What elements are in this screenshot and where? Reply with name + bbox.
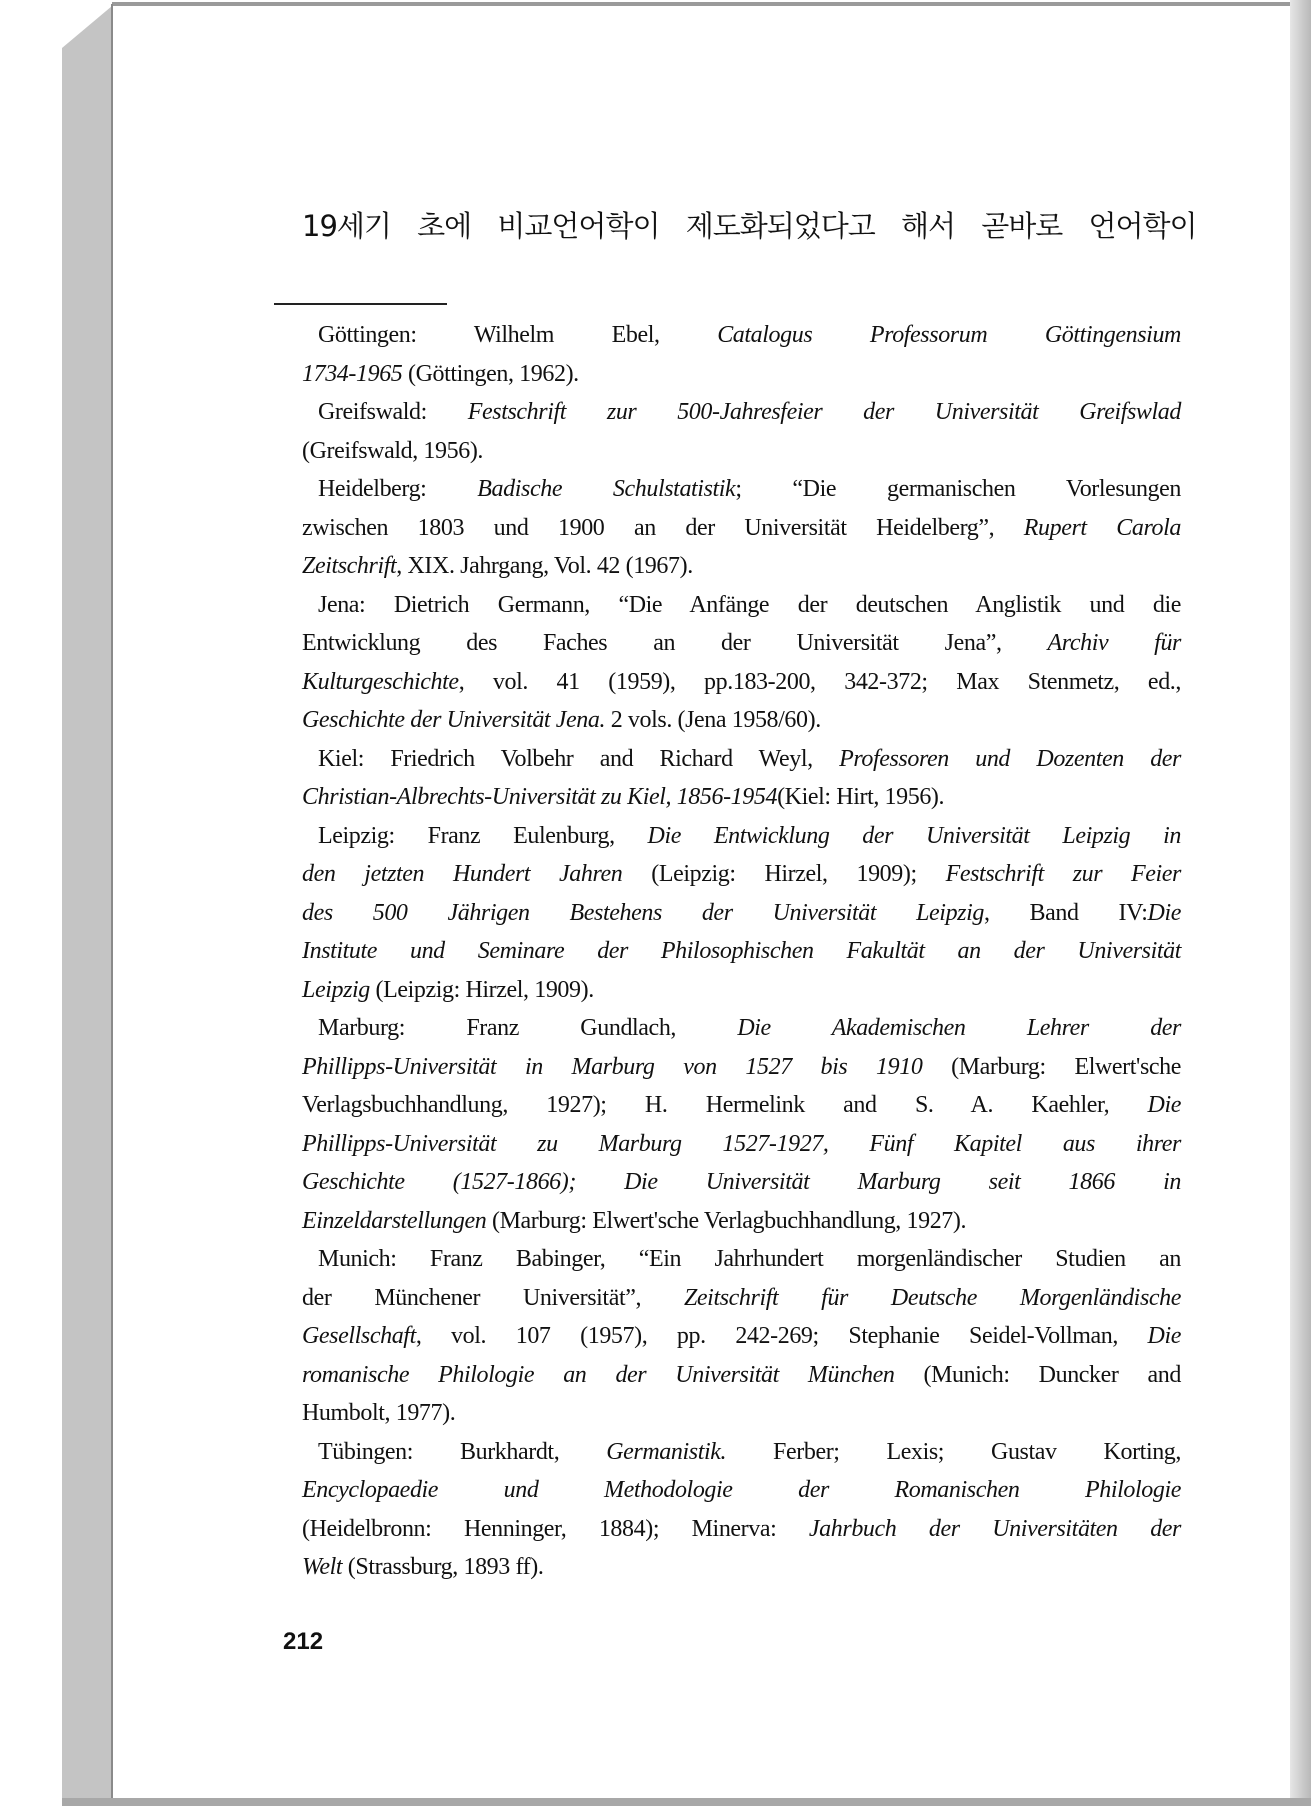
footnote-line	[302, 1356, 1181, 1395]
footnote-text: (Kiel: Hirt, 1956).	[777, 784, 945, 810]
footnote-line	[302, 1086, 1181, 1125]
footnote-text: zwischen 1803 und 1900 an der Universität Heidelberg”,	[302, 514, 1024, 541]
italic-title: Catalogus Professorum Göttingensium	[717, 322, 1181, 348]
footnote-text: Verlagsbuchhandlung, 1927); H. Hermelink and S. A. Kaehler,	[302, 1092, 1148, 1118]
italic-title: Festschrift zur 500-Jahresfeier der Universität Greifswlad	[467, 399, 1182, 425]
footnote-text: Ferber; Lexis; Gustav Korting,	[726, 1438, 1182, 1465]
italic-title: Encyclopaedie und Methodologie der Romanischen Philologie	[302, 1477, 1181, 1503]
italic-title: Geschichte der Universität Jena.	[302, 707, 606, 733]
italic-title: Festschrift zur Feier	[945, 861, 1181, 887]
italic-title: romanische Philologie an der Universität München	[302, 1361, 895, 1388]
italic-title: Die Akademischen Lehrer der	[737, 1015, 1181, 1041]
footnote-line	[302, 1125, 1181, 1164]
italic-title: Gesellschaft	[302, 1323, 416, 1349]
footnote-text: 2 vols. (Jena 1958/60).	[605, 707, 821, 733]
footnotes	[302, 316, 1181, 1587]
footnote-line	[302, 509, 1181, 548]
page-number: 212	[283, 1628, 324, 1655]
footnote-line	[302, 1009, 1181, 1048]
footnote-line	[302, 432, 1181, 471]
italic-title: Die Entwicklung der Universität Leipzig in	[647, 822, 1181, 849]
footnote-line	[302, 1394, 1181, 1433]
italic-title: Badische Schulstatistik	[477, 476, 736, 502]
italic-title: Leipzig	[302, 976, 370, 1003]
footnote-entry	[302, 740, 1181, 817]
footnote-line	[302, 1471, 1181, 1510]
page-bottom-edge	[62, 1798, 1311, 1806]
footnote-text: Entwicklung des Faches an der Universität Jena”,	[302, 630, 1048, 656]
footnote-line	[302, 470, 1181, 509]
footnote-line	[302, 894, 1181, 933]
footnote-entry	[302, 1433, 1181, 1587]
italic-title: Institute und Seminare der Philosophischen Fakultät an der Universität	[302, 938, 1181, 964]
footnote-text: Jena: Dietrich Germann, “Die Anfänge der deutschen Anglistik und die	[318, 591, 1181, 618]
italic-title: Phillipps-Universität zu Marburg 1527-1927, Fünf Kapitel aus ihrer	[302, 1130, 1181, 1157]
footnote-line	[302, 817, 1181, 856]
italic-title: Einzeldarstellungen	[302, 1207, 487, 1234]
footnote-text: (Heidelbronn: Henninger, 1884); Minerva:	[302, 1515, 809, 1542]
footnote-line	[302, 624, 1181, 663]
footnote-text: (Göttingen, 1962).	[402, 360, 579, 387]
footnote-line	[302, 1240, 1181, 1279]
footnote-line	[302, 740, 1181, 779]
footnote-line	[302, 316, 1181, 355]
footnote-line	[302, 586, 1181, 625]
italic-title: Die	[1147, 1092, 1181, 1118]
body-text-line: 19세기 초에 비교언어학이 제도화되었다고 해서 곧바로 언어학이	[302, 209, 1197, 243]
footnote-text: Göttingen: Wilhelm Ebel,	[318, 322, 718, 348]
footnote-line	[302, 1510, 1181, 1549]
footnote-line	[302, 663, 1181, 702]
footnote-line	[302, 1048, 1181, 1087]
italic-title: Rupert Carola	[1023, 514, 1181, 541]
italic-title: 1734-1965	[302, 360, 403, 387]
footnote-line	[302, 547, 1181, 586]
footnote-entry	[302, 393, 1181, 470]
italic-title: Welt	[302, 1554, 343, 1580]
footnote-text: Marburg: Franz Gundlach,	[318, 1015, 738, 1041]
footnote-line	[302, 355, 1181, 394]
footnote-line	[302, 971, 1181, 1010]
italic-title: Phillipps-Universität in Marburg von 1527 bis 1910	[302, 1053, 923, 1080]
footnote-text: Humbolt, 1977).	[302, 1400, 456, 1426]
footnote-text: Greifswald:	[318, 399, 468, 425]
footnote-entry	[302, 586, 1181, 740]
italic-title: Kulturgeschichte	[302, 668, 459, 695]
footnote-text: (Leipzig: Hirzel, 1909).	[369, 976, 594, 1003]
italic-title: Die	[1147, 1323, 1181, 1349]
footnote-text: ; “Die germanischen Vorlesungen	[735, 476, 1181, 502]
footnote-text: Leipzig: Franz Eulenburg,	[318, 822, 648, 849]
footnote-entry	[302, 470, 1181, 586]
italic-title: den jetzten Hundert Jahren	[302, 861, 623, 887]
italic-title: Die	[1147, 899, 1181, 926]
footnote-line	[302, 1548, 1181, 1587]
footnote-text: Kiel: Friedrich Volbehr and Richard Weyl,	[318, 745, 840, 772]
footnote-entry	[302, 817, 1181, 1010]
footnote-entry	[302, 316, 1181, 393]
italic-title: Zeitschrift	[302, 553, 397, 579]
footnote-text: , vol. 41 (1959), pp.183-200, 342-372; Max Stenmetz, ed.,	[458, 668, 1181, 695]
footnote-line	[302, 1317, 1181, 1356]
footnote-line	[302, 1163, 1181, 1202]
italic-title: Germanistik.	[606, 1438, 727, 1465]
footnote-line	[302, 932, 1181, 971]
footnote-text: , vol. 107 (1957), pp. 242-269; Stephanie Seidel-Vollman,	[415, 1323, 1148, 1349]
footnote-text: Tübingen: Burkhardt,	[318, 1438, 607, 1465]
italic-title: Archiv für	[1047, 630, 1181, 656]
footnote-text: der Münchener Universität”,	[302, 1284, 684, 1311]
italic-title: Christian-Albrechts-Universität zu Kiel, 1856-1954	[302, 784, 778, 810]
footnote-text: Munich: Franz Babinger, “Ein Jahrhundert morgenländischer Studien an	[318, 1246, 1181, 1272]
footnote-text: Heidelberg:	[318, 476, 478, 502]
footnote-line	[302, 855, 1181, 894]
page-right-shadow	[1290, 0, 1311, 1806]
italic-title: Geschichte (1527-1866); Die Universität Marburg seit 1866 in	[302, 1169, 1181, 1195]
footnote-line	[302, 1279, 1181, 1318]
footnote-text: (Greifswald, 1956).	[302, 437, 484, 464]
footnote-text: , Band IV:	[983, 899, 1148, 926]
footnote-line	[302, 1433, 1181, 1472]
footnote-entry	[302, 1009, 1181, 1240]
book-spine	[62, 6, 112, 1802]
footnote-text: (Leipzig: Hirzel, 1909);	[622, 861, 946, 887]
italic-title: Zeitschrift für Deutsche Morgenländische	[683, 1284, 1181, 1311]
footnote-line	[302, 778, 1181, 817]
footnote-separator	[274, 303, 447, 305]
footnote-text: (Strassburg, 1893 ff).	[342, 1554, 544, 1580]
footnote-line	[302, 393, 1181, 432]
italic-title: Jahrbuch der Universitäten der	[808, 1515, 1181, 1542]
footnote-entry	[302, 1240, 1181, 1433]
italic-title: Professoren und Dozenten der	[839, 745, 1181, 772]
italic-title: des 500 Jährigen Bestehens der Universität Leipzig	[302, 899, 984, 926]
footnote-text: (Marburg: Elwert'sche	[922, 1053, 1181, 1080]
footnote-text: (Munich: Duncker and	[894, 1361, 1182, 1388]
footnote-text: (Marburg: Elwert'sche Verlagbuchhandlung, 1927).	[486, 1207, 967, 1234]
footnote-line	[302, 701, 1181, 740]
footnote-text: , XIX. Jahrgang, Vol. 42 (1967).	[396, 553, 693, 579]
footnote-line	[302, 1202, 1181, 1241]
